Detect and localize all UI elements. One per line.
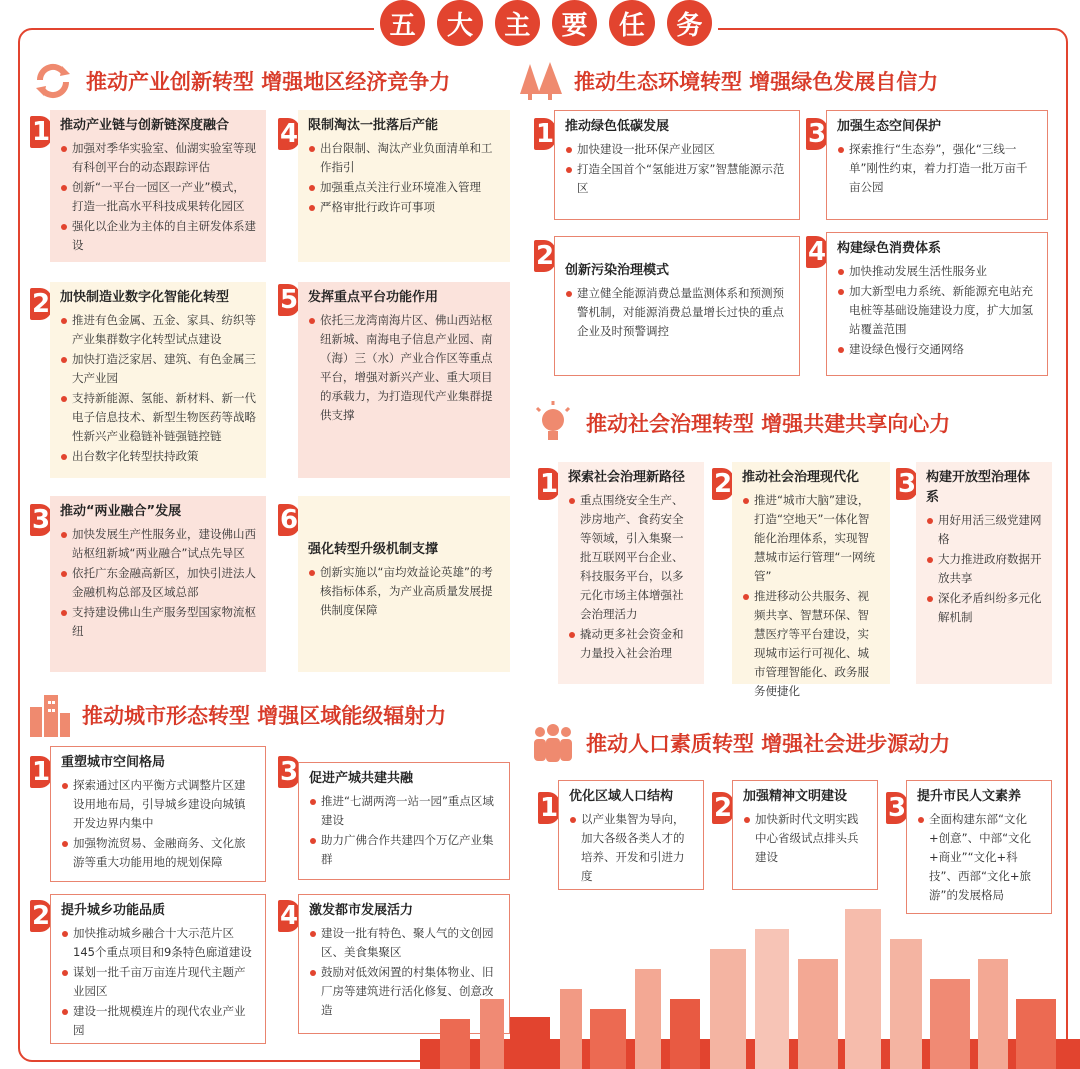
card-spiritual-civilization [732, 780, 878, 890]
card-number: 6 [279, 505, 299, 535]
section-title: 推动人口素质转型 增强社会进步源动力 [586, 732, 951, 756]
card-title: 重塑城市空间格局 [61, 755, 166, 770]
list-item: 严格审批行政许可事项 [308, 198, 500, 217]
arrows-cycle-icon [30, 58, 76, 104]
card-title: 推动产业链与创新链深度融合 [60, 118, 230, 133]
card-number: 2 [713, 469, 733, 499]
card-mechanism [298, 496, 510, 672]
section-title: 推动城市形态转型 增强区域能级辐射力 [82, 704, 447, 728]
list-item: 打造全国首个“氢能进万家”智慧能源示范区 [565, 160, 789, 198]
trees-icon [518, 58, 564, 104]
list-item: 探索推行“生态券”，强化“三线一单”刚性约束，着力打造一批万亩千亩公园 [837, 140, 1037, 197]
card-number: 3 [31, 505, 51, 535]
list-item: 依托三龙湾南海片区、佛山西站枢纽新城、南海电子信息产业园、南（海）三（水）产业合作区等重点平台，增强对新兴产业、重大项目的承载力，为打造现代产业集群提供支撑 [308, 311, 500, 425]
card-population-structure [558, 780, 704, 890]
list-item: 加强重点关注行业环境准入管理 [308, 178, 500, 197]
list-item: 加强对季华实验室、仙湖实验室等现有科创平台的动态跟踪评估 [60, 139, 256, 177]
title-char: 务 [667, 0, 712, 46]
list-item: 创新实施以“亩均效益论英雄”的考核指标体系，为产业高质量发展提供制度保障 [308, 563, 500, 620]
card-number: 4 [279, 901, 299, 931]
list-item: 加快推动发展生活性服务业 [837, 262, 1037, 281]
people-icon [530, 720, 576, 766]
list-item: 支持新能源、氢能、新材料、新一代电子信息技术、新型生物医药等战略性新兴产业稳链补链强链控链 [60, 389, 256, 446]
card-number: 1 [535, 119, 555, 149]
list-item: 推进“七湖两湾一站一园”重点区域建设 [309, 792, 499, 830]
list-item: 加快推动城乡融合十大示范片区145个重点项目和9条特色廊道建设 [61, 924, 255, 962]
list-item: 推进有色金属、五金、家具、纺织等产业集群数字化转型试点建设 [60, 311, 256, 349]
list-item: 加快建设一批环保产业园区 [565, 140, 789, 159]
card-title: 加快制造业数字化智能化转型 [60, 290, 230, 305]
card-city-space [50, 746, 266, 882]
list-item: 创新“一平台一园区一产业”模式，打造一批高水平科技成果转化园区 [60, 178, 256, 216]
section-governance-header [530, 400, 950, 446]
card-pollution-control [554, 236, 800, 376]
list-item: 支持建设佛山生产服务型国家物流枢纽 [60, 603, 256, 641]
card-number: 2 [31, 901, 51, 931]
card-number: 4 [279, 119, 299, 149]
card-number: 1 [31, 757, 51, 787]
page-title [374, 0, 718, 46]
list-item: 建设一批规模连片的现代农业产业园 [61, 1002, 255, 1040]
list-item: 撬动更多社会资金和力量投入社会治理 [568, 625, 694, 663]
card-title: 激发都市发展活力 [309, 903, 414, 918]
card-eliminate-capacity [298, 110, 510, 262]
card-number: 2 [31, 289, 51, 319]
card-number: 3 [279, 757, 299, 787]
card-urban-rural [50, 894, 266, 1044]
card-title: 推动“两业融合”发展 [60, 504, 182, 519]
section-city-header [26, 692, 446, 738]
list-item: 深化矛盾纠纷多元化解机制 [926, 589, 1042, 627]
card-number: 3 [887, 793, 907, 823]
section-title: 推动社会治理转型 增强共建共享向心力 [586, 412, 951, 436]
card-title: 限制淘汰一批落后产能 [308, 118, 439, 133]
list-item: 依托广东金融高新区，加快引进法人金融机构总部及区域总部 [60, 564, 256, 602]
section-title: 推动产业创新转型 增强地区经济竞争力 [86, 70, 451, 94]
list-item: 建设绿色慢行交通网络 [837, 340, 1037, 359]
title-char: 要 [552, 0, 597, 46]
title-char: 大 [437, 0, 482, 46]
card-number: 5 [279, 285, 299, 315]
lightbulb-icon [530, 400, 576, 446]
card-number: 4 [807, 237, 827, 267]
list-item: 以产业集智为导向，加大各级各类人才的培养、开发和引进力度 [569, 810, 693, 886]
card-number: 3 [897, 469, 917, 499]
card-green-consumption [826, 232, 1048, 376]
card-number: 1 [539, 793, 559, 823]
list-item: 建立健全能源消费总量监测体系和预测预警机制，对能源消费总量增长过快的重点企业及时预警调控 [565, 284, 789, 341]
list-item: 加强物流贸易、金融商务、文化旅游等重大功能用地的规划保障 [61, 834, 255, 872]
card-title: 推动社会治理现代化 [742, 470, 860, 485]
list-item: 鼓励对低效闲置的村集体物业、旧厂房等建筑进行活化修复、创意改造 [309, 963, 499, 1020]
card-title: 发挥重点平台功能作用 [308, 290, 439, 305]
list-item: 加大新型电力系统、新能源充电站充电桩等基础设施建设力度，扩大加氢站覆盖范围 [837, 282, 1037, 339]
card-title: 加强生态空间保护 [837, 119, 942, 134]
card-title: 构建绿色消费体系 [837, 241, 942, 256]
title-char: 任 [609, 0, 654, 46]
list-item: 强化以企业为主体的自主研发体系建设 [60, 217, 256, 255]
card-humanities [906, 780, 1052, 914]
card-eco-space [826, 110, 1048, 220]
card-title: 创新污染治理模式 [565, 263, 670, 278]
card-industry-chain [50, 110, 266, 262]
section-industry-header [30, 58, 450, 104]
card-gov-modern [732, 462, 890, 698]
buildings-icon [26, 692, 72, 738]
list-item: 加快打造泛家居、建筑、有色金属三大产业园 [60, 350, 256, 388]
card-green-lowcarbon [554, 110, 800, 220]
card-title: 推动绿色低碳发展 [565, 119, 670, 134]
card-title: 加强精神文明建设 [743, 789, 848, 804]
card-number: 3 [807, 119, 827, 149]
card-title: 提升市民人文素养 [917, 789, 1022, 804]
card-title: 探索社会治理新路径 [568, 470, 686, 485]
card-number: 2 [713, 793, 733, 823]
section-ecology-header [518, 58, 938, 104]
card-digital-transform [50, 282, 266, 478]
list-item: 助力广佛合作共建四个万亿产业集群 [309, 831, 499, 869]
list-item: 用好用活三级党建网格 [926, 511, 1042, 549]
section-population-header [530, 720, 950, 766]
card-number: 1 [539, 469, 559, 499]
list-item: 重点围绕安全生产、涉房地产、食药安全等领域，引入集聚一批互联网平台企业、科技服务平台，以多元化市场主体增强社会治理活力 [568, 491, 694, 624]
city-skyline-illustration [420, 899, 1080, 1069]
card-title: 构建开放型治理体系 [926, 470, 1031, 505]
list-item: 推进“城市大脑”建设，打造“空地天”一体化智能化治理体系，实现智慧城市运行管理“一网统管” [742, 491, 880, 586]
card-title: 强化转型升级机制支撑 [308, 542, 439, 557]
card-gov-new-path [558, 462, 704, 684]
card-title: 优化区域人口结构 [569, 789, 674, 804]
title-char: 主 [495, 0, 540, 46]
list-item: 加快发展生产性服务业，建设佛山西站枢纽新城“两业融合”试点先导区 [60, 525, 256, 563]
title-char: 五 [380, 0, 425, 46]
list-item: 探索通过区内平衡方式调整片区建设用地布局，引导城乡建设向城镇开发边界内集中 [61, 776, 255, 833]
card-number: 1 [31, 117, 51, 147]
card-title: 提升城乡功能品质 [61, 903, 166, 918]
section-title: 推动生态环境转型 增强绿色发展自信力 [574, 70, 939, 94]
list-item: 大力推进政府数据开放共享 [926, 550, 1042, 588]
list-item: 出台数字化转型扶持政策 [60, 447, 256, 466]
list-item: 全面构建东部“文化+创意”、中部“文化+商业”“文化+科技”、西部“文化+旅游”的发展格局 [917, 810, 1041, 905]
card-gov-open [916, 462, 1052, 684]
card-title: 促进产城共建共融 [309, 771, 414, 786]
list-item: 谋划一批千亩万亩连片现代主题产业园区 [61, 963, 255, 1001]
card-two-industry [50, 496, 266, 672]
list-item: 加快新时代文明实践中心省级试点排头兵建设 [743, 810, 867, 867]
card-key-platforms [298, 282, 510, 478]
list-item: 出台限制、淘汰产业负面清单和工作指引 [308, 139, 500, 177]
card-number: 2 [535, 241, 555, 271]
card-industry-city [298, 762, 510, 880]
list-item: 推进移动公共服务、视频共享、智慧环保、智慧医疗等平台建设，实现城市运行可视化、城市管理智能化、政务服务便捷化 [742, 587, 880, 701]
list-item: 建设一批有特色、聚人气的文创园区、美食集聚区 [309, 924, 499, 962]
